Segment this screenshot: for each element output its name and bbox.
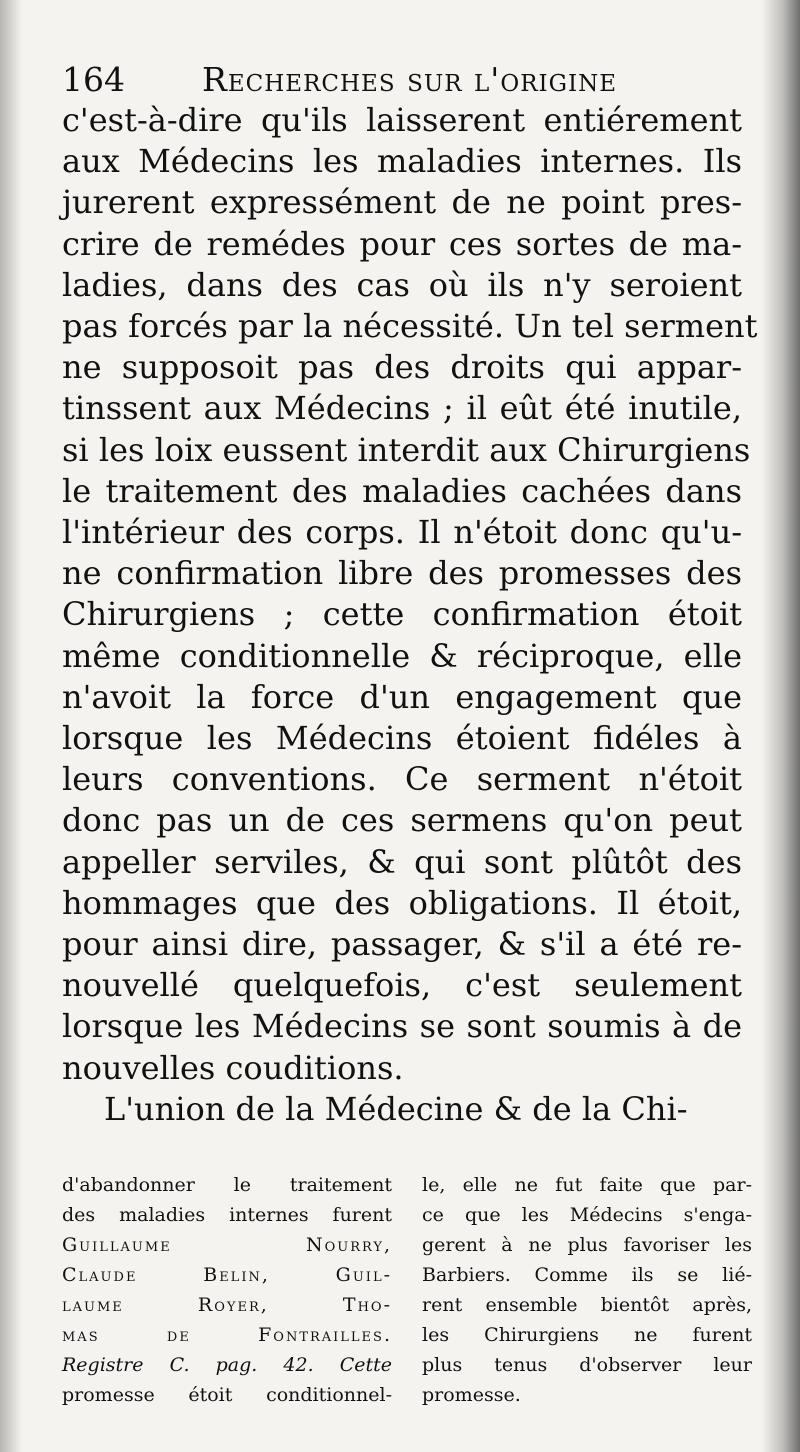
footnote-line: d'abandonner le traitement	[62, 1174, 392, 1196]
footnote-line: Claude Belin, Guil-	[62, 1264, 392, 1286]
footnote-line: le, elle ne fut faite que par-	[422, 1174, 752, 1196]
text-line: le traitement des maladies cachées dans	[62, 471, 742, 510]
text-line: leurs conventions. Ce serment n'étoit	[62, 760, 742, 799]
footnote-block	[62, 1170, 752, 1410]
footnote-line: Guillaume Nourry,	[62, 1234, 392, 1256]
footnote-line: promesse étoit conditionnel-	[62, 1384, 392, 1406]
footnote-line: promesse.	[422, 1384, 521, 1406]
text-line: jurerent expressément de ne point pres-	[62, 183, 742, 222]
text-line: lorsque les Médecins étoient fidéles à	[62, 719, 742, 758]
footnote-line: Barbiers. Comme ils se lié-	[422, 1264, 752, 1286]
footnote-line: Registre C. pag. 42. Cette	[62, 1354, 392, 1376]
page-number: 164	[62, 60, 125, 99]
footnote-column-right	[422, 1170, 752, 1410]
main-text	[62, 100, 758, 1130]
text-line: l'intérieur des corps. Il n'étoit donc qu'u-	[62, 513, 742, 552]
text-line: nouvelles couditions.	[62, 1048, 404, 1087]
footnote-column-left	[62, 1170, 392, 1410]
text-line: n'avoit la force d'un engagement que	[62, 677, 742, 716]
text-line: c'est-à-dire qu'ils laisserent entiérement	[62, 101, 742, 139]
running-header	[62, 58, 762, 102]
text-line: si les loix eussent interdit aux Chirurgiens	[62, 430, 751, 469]
paragraph-start-line: L'union de la Médecine & de la Chi-	[104, 1089, 688, 1128]
footnote-line: ce que les Médecins s'enga-	[422, 1204, 752, 1226]
footnote-line: rent ensemble bientôt après,	[422, 1294, 752, 1316]
text-line: appeller serviles, & qui sont plûtôt des	[62, 842, 742, 881]
text-line: donc pas un de ces sermens qu'on peut	[62, 801, 742, 840]
text-line: ne confirmation libre des promesses des	[62, 554, 742, 593]
text-line: hommages que des obligations. Il étoit,	[62, 883, 742, 922]
text-line: même conditionnelle & réciproque, elle	[62, 636, 742, 675]
page-gutter-shadow	[0, 0, 22, 1452]
running-title: Recherches sur l'origine	[202, 60, 618, 99]
text-line: lorsque les Médecins se sont soumis à de	[62, 1007, 742, 1046]
footnote-line: mas de Fontrailles.	[62, 1324, 392, 1346]
text-line: aux Médecins les maladies internes. Ils	[62, 142, 742, 181]
text-line: ladies, dans des cas où ils n'y seroient	[62, 265, 742, 304]
page-edge-shadow	[762, 0, 800, 1452]
text-line: tinssent aux Médecins ; il eût été inutile,	[62, 389, 742, 428]
footnote-line: plus tenus d'observer leur	[422, 1354, 752, 1376]
footnote-line: gerent à ne plus favoriser les	[422, 1234, 752, 1256]
text-line: Chirurgiens ; cette confirmation étoit	[62, 595, 742, 634]
text-line: nouvellé quelquefois, c'est seulement	[62, 966, 742, 1005]
text-line: ne supposoit pas des droits qui appar-	[62, 348, 742, 387]
footnote-line: des maladies internes furent	[62, 1204, 392, 1226]
text-line: pas forcés par la nécessité. Un tel serment	[62, 307, 758, 346]
footnote-line: les Chirurgiens ne furent	[422, 1324, 752, 1346]
text-line: pour ainsi dire, passager, & s'il a été re-	[62, 925, 742, 964]
footnote-line: laume Royer, Tho-	[62, 1294, 392, 1316]
text-line: crire de remédes pour ces sortes de ma-	[62, 224, 742, 263]
